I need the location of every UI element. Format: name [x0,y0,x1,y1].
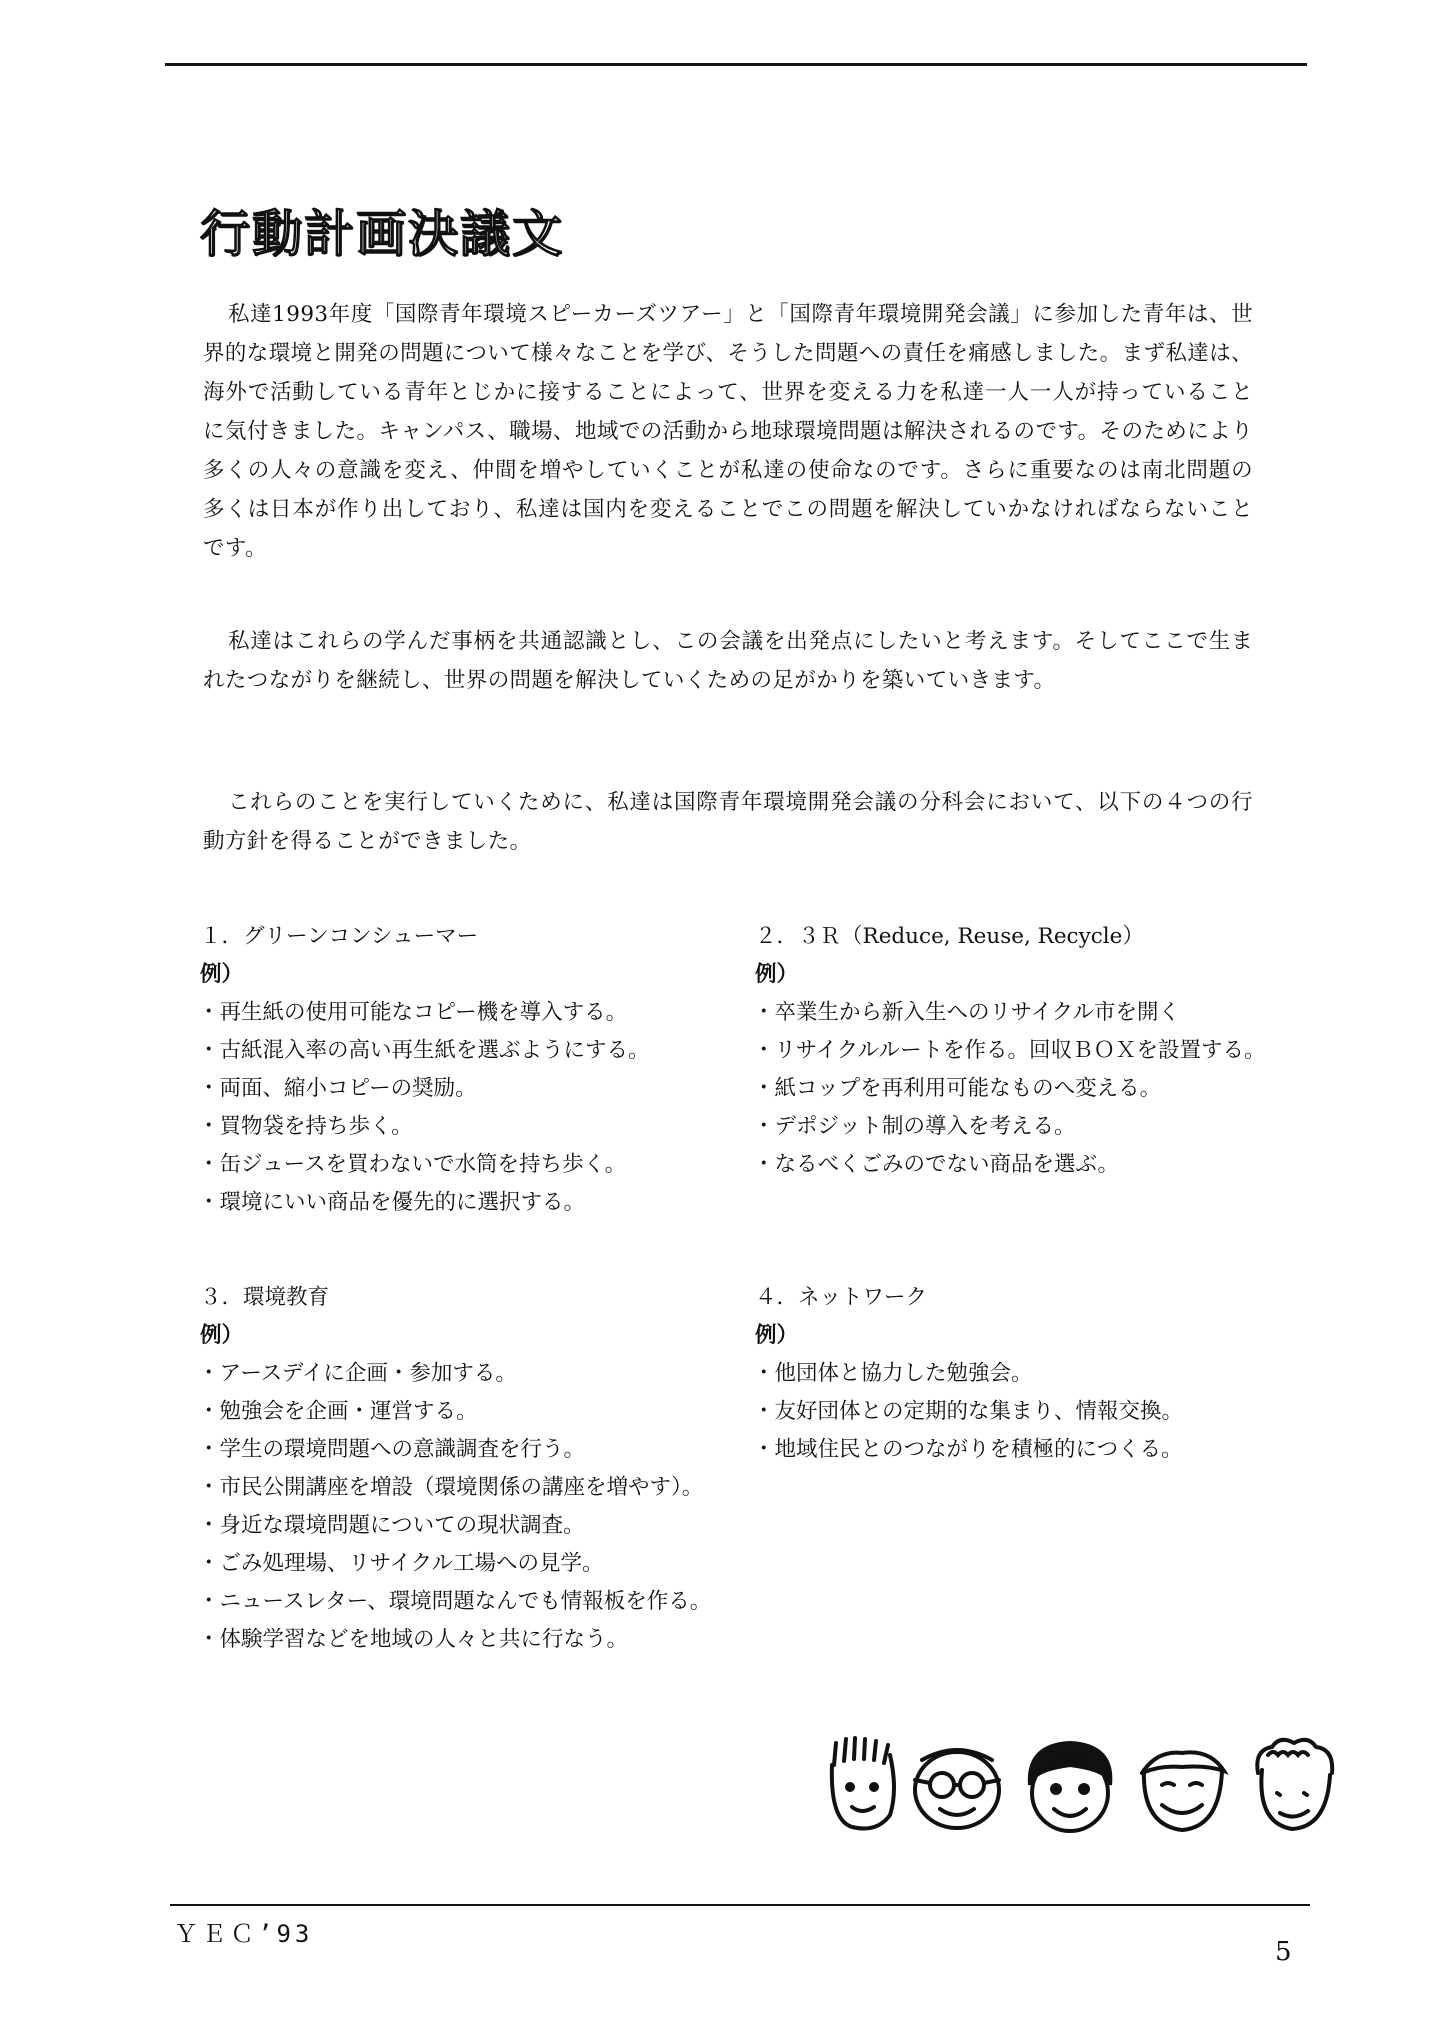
section-environmental-education [200,1279,711,1659]
example-label: 例） [200,1323,244,1348]
example-list [755,994,1265,1184]
glasses-face-icon [915,1750,999,1828]
list-item: ・ 体験学習などを地域の人々と共に行なう。 [200,1621,711,1659]
example-list [755,1355,1183,1469]
example-list [200,994,650,1222]
list-item: ・ 市民公開講座を増設（環境関係の講座を増やす）。 [200,1469,711,1507]
list-item: ・ デポジット制の導入を考える。 [755,1108,1265,1146]
list-item: ・ リサイクルルートを作る。回収ＢＯＸを設置する。 [755,1032,1265,1070]
third-paragraph: これらのことを実行していくために、私達は国際青年環境開発会議の分科会において、以下の４つの行動方針を得ることができました。 [203,790,1253,854]
girl-face-icon [832,1738,894,1829]
list-item: ・ 両面、縮小コピーの奨励。 [200,1070,650,1108]
section-heading: １．グリーンコンシューマー [200,924,479,949]
list-item: ・ 環境にいい商品を優先的に選択する。 [200,1184,650,1222]
list-item: ・ ごみ処理場、リサイクル工場への見学。 [200,1545,711,1583]
list-item: ・ 卒業生から新入生へのリサイクル市を開く [755,994,1265,1032]
list-item: ・ ニュースレター、環境問題なんでも情報板を作る。 [200,1583,711,1621]
footer-label: ＹＥＣ’93 [174,1920,314,1948]
section-green-consumer [200,918,650,1222]
page-title: 行動計画決議文 [200,204,564,263]
list-item: ・ 身近な環境問題についての現状調査。 [200,1507,711,1545]
example-list [200,1355,711,1659]
intro-paragraph: 私達1993年度「国際青年環境スピーカーズツアー」と「国際青年環境開発会議」に参加した青年は、世界的な環境と開発の問題について様々なことを学び、そうした問題への責任を痛感しました。まず私達は、海外で活動している青年とじかに接することによって、世界を変える力を私達一人一人が持っていることに気付きました。キャンパス、職場、地域での活動から地球環境問題は解決されるのです。そのためにより多くの人々の意識を変え、仲間を増やしていくことが私達の使命なのです。さらに重要なのは南北問題の多くは日本が作り出しており、私達は国内を変えることでこの問題を解決していかなければならないことです。 [203,302,1253,561]
list-item: ・ アースデイに企画・参加する。 [200,1355,711,1393]
list-item: ・ 古紙混入率の高い再生紙を選ぶようにする。 [200,1032,650,1070]
section-heading: ３．環境教育 [200,1285,330,1310]
faces-illustration [822,1735,1342,1835]
list-item: ・ 缶ジュースを買わないで水筒を持ち歩く。 [200,1146,650,1184]
second-paragraph: 私達はこれらの学んだ事柄を共通認識とし、この会議を出発点にしたいと考えます。そしてここで生まれたつながりを継続し、世界の問題を解決していくための足がかりを築いていきます。 [203,629,1253,693]
list-item: ・ 学生の環境問題への意識調査を行う。 [200,1431,711,1469]
section-heading: ２．３Ｒ（Reduce, Reuse, Recycle） [755,924,1144,949]
section-network [755,1279,1183,1469]
list-item: ・ 他団体と協力した勉強会。 [755,1355,1183,1393]
section-3r [755,918,1265,1184]
list-item: ・ 再生紙の使用可能なコピー機を導入する。 [200,994,650,1032]
section-heading: ４．ネットワーク [755,1285,928,1310]
smiling-face-icon [1142,1752,1224,1830]
bottom-rule [170,1904,1310,1906]
example-label: 例） [755,1323,799,1348]
list-item: ・ なるべくごみのでない商品を選ぶ。 [755,1146,1265,1184]
boy-face-icon [1030,1743,1111,1831]
list-item: ・ 勉強会を企画・運営する。 [200,1393,711,1431]
list-item: ・ 紙コップを再利用可能なものへ変える。 [755,1070,1265,1108]
example-label: 例） [755,962,799,987]
list-item: ・ 買物袋を持ち歩く。 [200,1108,650,1146]
list-item: ・ 友好団体との定期的な集まり、情報交換。 [755,1393,1183,1431]
page-number: 5 [1275,1937,1292,1967]
top-rule [165,63,1307,66]
curly-hair-face-icon [1257,1740,1332,1829]
example-label: 例） [200,962,244,987]
list-item: ・ 地域住民とのつながりを積極的につくる。 [755,1431,1183,1469]
